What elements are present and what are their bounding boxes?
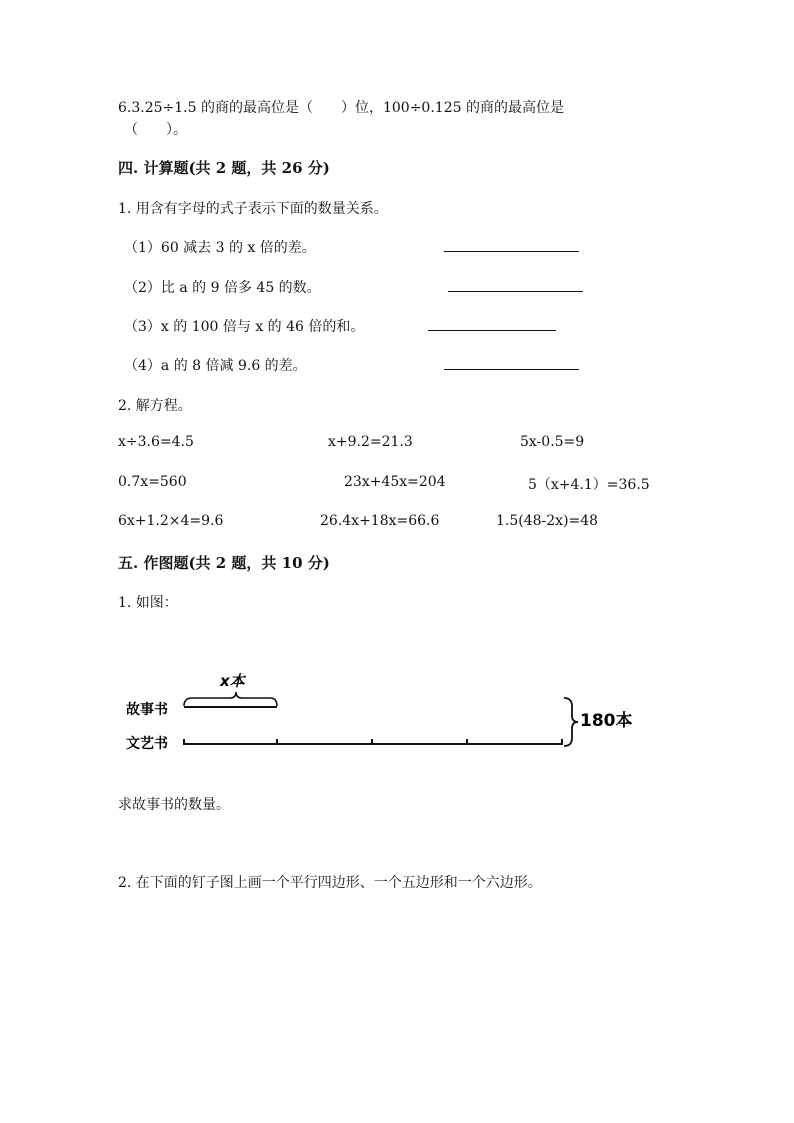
s5-q1-title: 1. 如图：	[118, 595, 178, 611]
s4-q1-item-1: （1）60 减去 3 的 x 倍的差。	[124, 240, 316, 256]
equation-1-2: x+9.2=21.3	[328, 434, 413, 450]
q6-line1: 6.3.25÷1.5 的商的最高位是（ ）位，100÷0.125 的商的最高位是	[118, 100, 564, 116]
label-total-books: 180本	[580, 711, 633, 731]
s4-q2-title: 2. 解方程。	[118, 398, 192, 414]
equation-3-1: 6x+1.2×4=9.6	[118, 513, 224, 529]
s5-q1-question: 求故事书的数量。	[118, 797, 230, 813]
s4-q1-item-3: （3）x 的 100 倍与 x 的 46 倍的和。	[124, 319, 365, 335]
label-x-books: x本	[220, 672, 245, 690]
equation-2-1: 0.7x=560	[118, 474, 187, 490]
s5-q2-title: 2. 在下面的钉子图上画一个平行四边形、一个五边形和一个六边形。	[118, 875, 542, 891]
brace-total	[564, 698, 578, 746]
q6-line2: （ ）。	[124, 122, 187, 138]
brace-story	[184, 692, 277, 706]
segment-diagram	[110, 660, 650, 760]
equation-1-1: x÷3.6=4.5	[118, 434, 194, 450]
answer-blank-2[interactable]	[448, 291, 583, 292]
label-story-books: 故事书	[126, 702, 168, 718]
section5-title: 五. 作图题(共 2 题，共 10 分)	[118, 554, 330, 572]
answer-blank-1[interactable]	[444, 251, 579, 252]
equation-2-3: 5（x+4.1）=36.5	[528, 477, 650, 493]
s4-q1-item-4: （4）a 的 8 倍减 9.6 的差。	[124, 358, 307, 374]
equation-1-3: 5x-0.5=9	[520, 434, 585, 450]
label-art-books: 文艺书	[126, 736, 168, 752]
s4-q1-item-2: （2）比 a 的 9 倍多 45 的数。	[124, 280, 321, 296]
answer-blank-4[interactable]	[444, 369, 579, 370]
section4-title: 四. 计算题(共 2 题，共 26 分)	[118, 159, 330, 177]
equation-2-2: 23x+45x=204	[344, 474, 446, 490]
equation-3-2: 26.4x+18x=66.6	[320, 513, 440, 529]
answer-blank-3[interactable]	[428, 330, 556, 331]
s4-q1-title: 1. 用含有字母的式子表示下面的数量关系。	[118, 201, 388, 217]
equation-3-3: 1.5(48-2x)=48	[496, 513, 599, 529]
